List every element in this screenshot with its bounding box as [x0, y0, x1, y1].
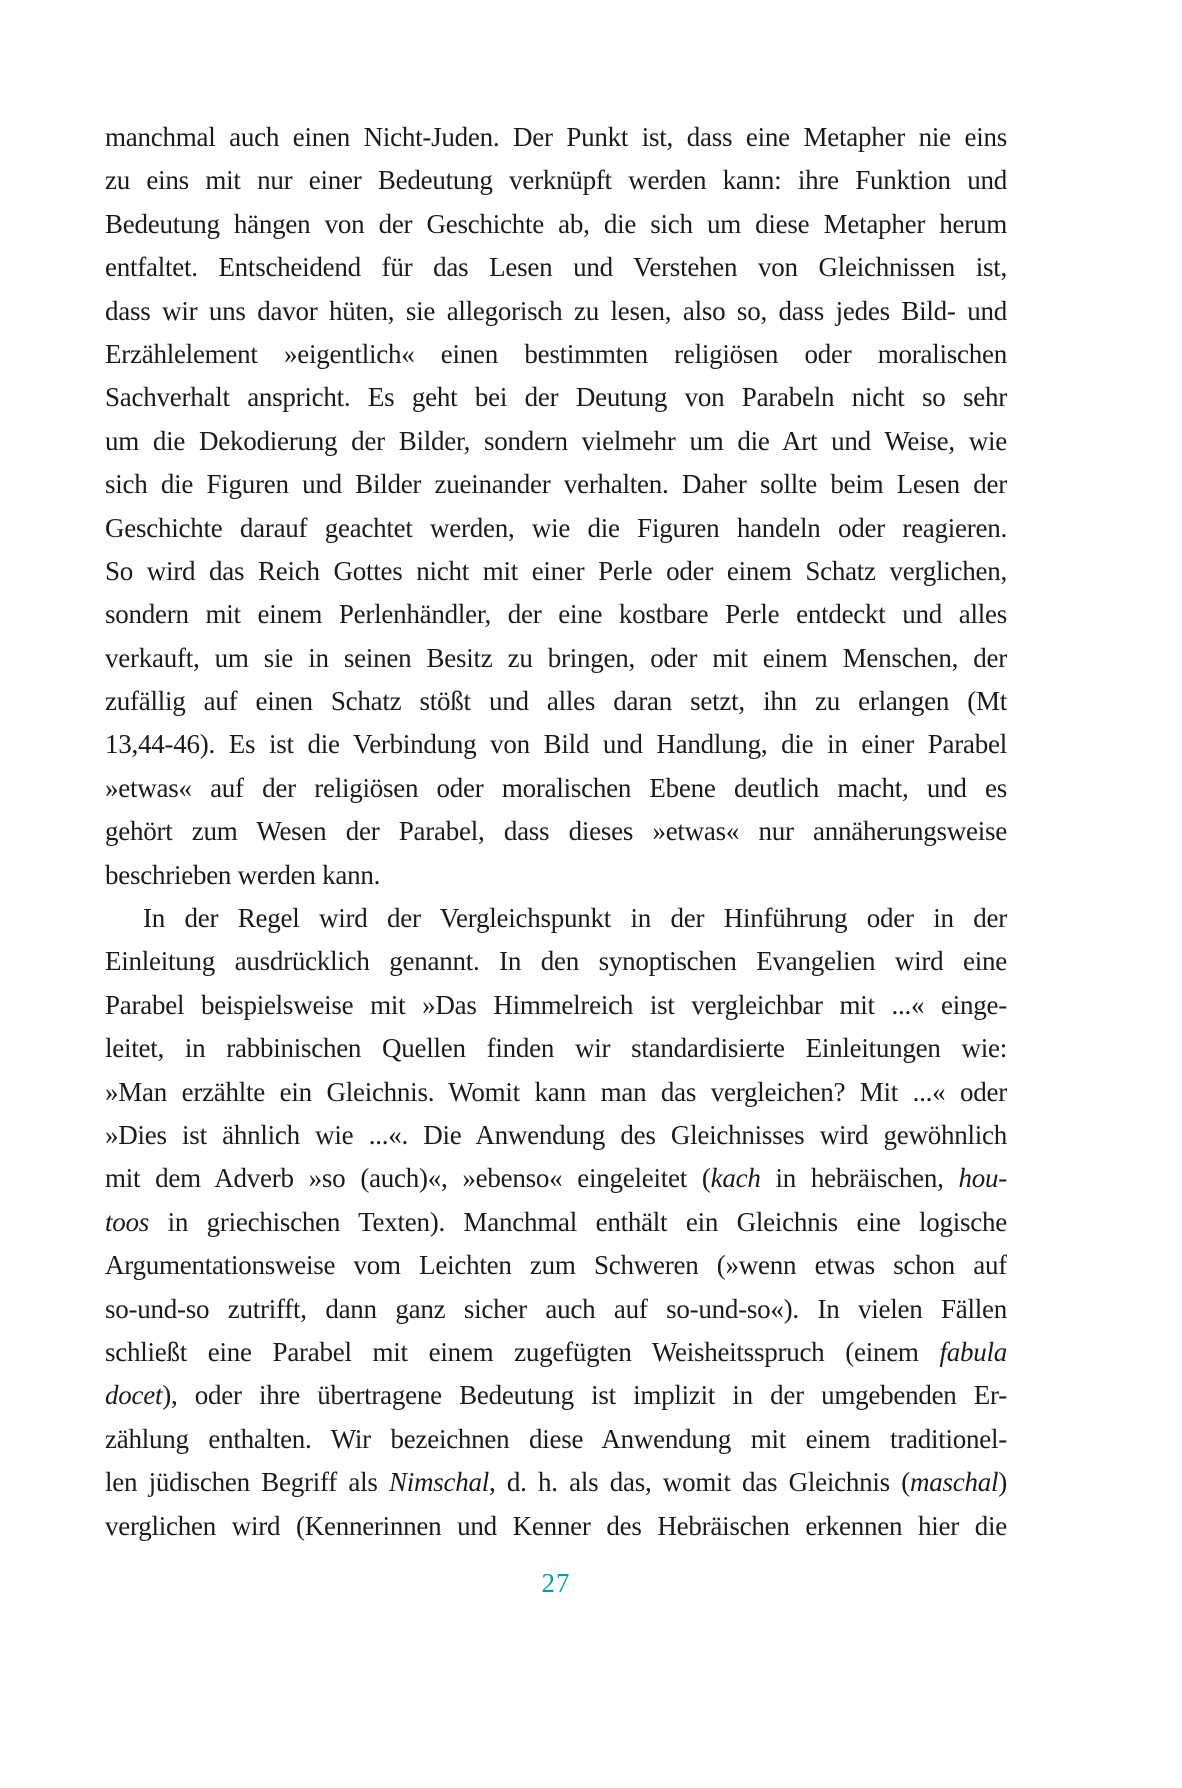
text-line: sich die Figuren und Bilder zueinander verhalten. Daher sollte beim Lesen der — [105, 469, 1007, 500]
text-line: Bedeutung hängen von der Geschichte ab, die sich um diese Metapher herum — [105, 208, 1007, 239]
text-line: So wird das Reich Gottes nicht mit einer Perle oder einem Schatz verglichen, — [105, 555, 1007, 586]
text-line: »etwas« auf der religiösen oder moralischen Ebene deutlich macht, und es — [105, 772, 1007, 803]
text-line: zu eins mit nur einer Bedeutung verknüpft werden kann: ihre Funktion und — [105, 165, 1007, 196]
text-line: verkauft, um sie in seinen Besitz zu bringen, oder mit einem Menschen, der — [105, 642, 1007, 673]
text-line: len jüdischen Begriff als Nimschal, d. h. als das, womit das Gleichnis (maschal) — [105, 1467, 1007, 1498]
text-line: Argumentationsweise vom Leichten zum Schweren (»wenn etwas schon auf — [105, 1250, 1007, 1281]
text-line: zählung enthalten. Wir bezeichnen diese Anwendung mit einem traditionel- — [105, 1423, 1007, 1454]
text-line: Erzählelement »eigentlich« einen bestimmten religiösen oder moralischen — [105, 338, 1007, 369]
text-line: In der Regel wird der Vergleichspunkt in der Hinführung oder in der — [143, 903, 1007, 934]
text-line: schließt eine Parabel mit einem zugefügten Weisheitsspruch (einem fabula — [105, 1336, 1007, 1367]
text-line: um die Dekodierung der Bilder, sondern vielmehr um die Art und Weise, wie — [105, 425, 1007, 456]
text-line: Parabel beispielsweise mit »Das Himmelreich ist vergleichbar mit ...« einge- — [105, 989, 1007, 1020]
text-block — [105, 116, 1007, 1548]
text-line: entfaltet. Entscheidend für das Lesen und Verstehen von Gleichnissen ist, — [105, 252, 1007, 283]
text-line: mit dem Adverb »so (auch)«, »ebenso« eingeleitet (kach in hebräischen, hou- — [105, 1163, 1007, 1194]
text-line: docet), oder ihre übertragene Bedeutung ist implizit in der umgebenden Er- — [105, 1380, 1007, 1411]
text-line: so-und-so zutrifft, dann ganz sicher auch auf so-und-so«). In vielen Fällen — [105, 1293, 1007, 1324]
text-line: sondern mit einem Perlenhändler, der eine kostbare Perle entdeckt und alles — [105, 599, 1007, 630]
text-line: zufällig auf einen Schatz stößt und alles daran setzt, ihn zu erlangen (Mt — [105, 686, 1007, 717]
text-line: dass wir uns davor hüten, sie allegorisch zu lesen, also so, dass jedes Bild- und — [105, 295, 1007, 326]
text-line: verglichen wird (Kennerinnen und Kenner des Hebräischen erkennen hier die — [105, 1510, 1007, 1541]
text-line: gehört zum Wesen der Parabel, dass dieses »etwas« nur annäherungsweise — [105, 816, 1007, 847]
text-line: »Man erzählte ein Gleichnis. Womit kann man das vergleichen? Mit ...« oder — [105, 1076, 1007, 1107]
text-line: Geschichte darauf geachtet werden, wie die Figuren handeln oder reagieren. — [105, 512, 1007, 543]
text-line: toos in griechischen Texten). Manchmal enthält ein Gleichnis eine logische — [105, 1206, 1007, 1237]
text-line: 13,44-46). Es ist die Verbindung von Bild und Handlung, die in einer Parabel — [105, 729, 1007, 760]
text-line: »Dies ist ähnlich wie ...«. Die Anwendung des Gleichnisses wird gewöhnlich — [105, 1119, 1007, 1150]
text-line: Einleitung ausdrücklich genannt. In den synoptischen Evangelien wird eine — [105, 946, 1007, 977]
text-line: beschrieben werden kann. — [105, 859, 381, 890]
page-footer — [105, 1568, 1007, 1599]
page-number: 27 — [541, 1568, 571, 1598]
text-line: manchmal auch einen Nicht-Juden. Der Punkt ist, dass eine Metapher nie eins — [105, 122, 1007, 152]
text-line: leitet, in rabbinischen Quellen finden wir standardisierte Einleitungen wie: — [105, 1033, 1007, 1064]
text-line: Sachverhalt anspricht. Es geht bei der Deutung von Parabeln nicht so sehr — [105, 382, 1007, 413]
